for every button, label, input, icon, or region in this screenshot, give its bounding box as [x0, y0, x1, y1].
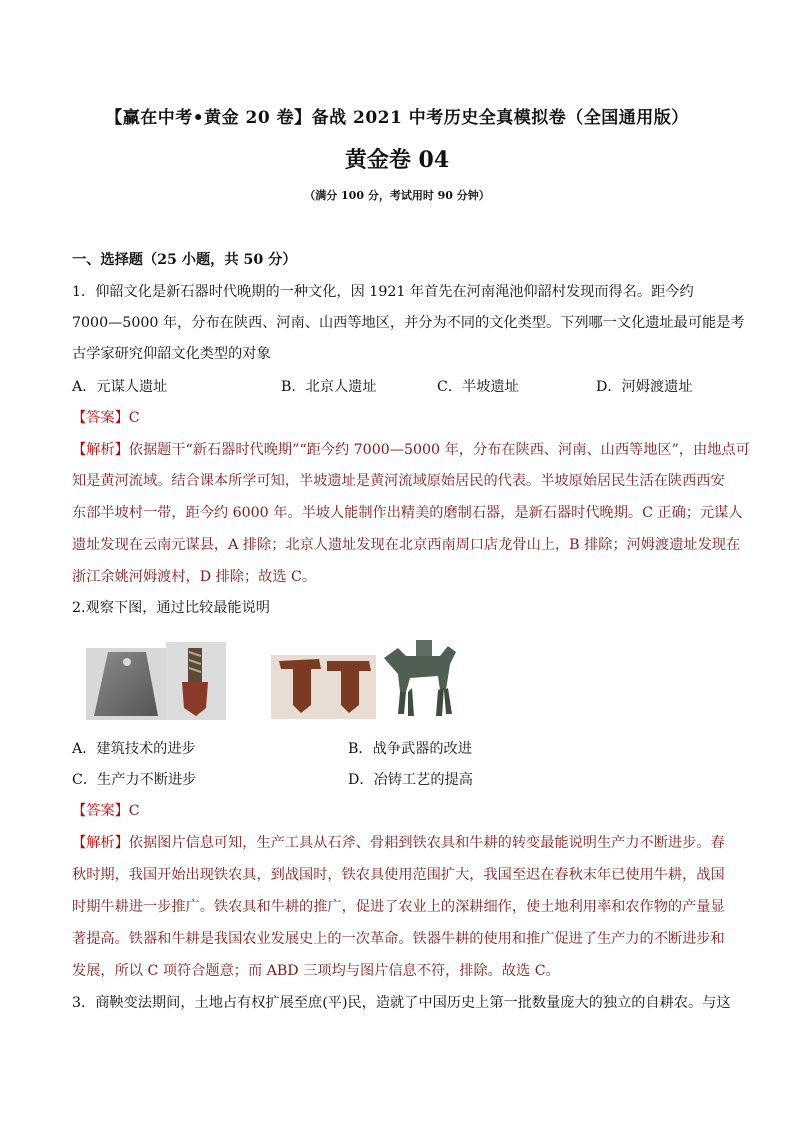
- exam-note: （满分 100 分，考试用时 90 分钟）: [304, 189, 490, 202]
- q1-line-3: 古学家研究仰韶文化类型的对象: [72, 346, 271, 362]
- q1-line-1: 1．仰韶文化是新石器时代晚期的一种文化，因 1921 年首先在河南渑池仰韶村发现而得名。距今约: [72, 284, 694, 300]
- exam-title: 【赢在中考•黄金 20 卷】备战 2021 中考历史全真模拟卷（全国通用版）: [105, 108, 689, 128]
- stone-axe-image: [86, 648, 166, 720]
- analysis-text: 依据题干“新石器时代晚期”“距今约 7000—5000 年，分布在陕西、河南、山西等地区”，由地点可: [128, 442, 750, 458]
- exam-subtitle: 黄金卷 04: [344, 147, 450, 173]
- q2-option-a: A．建筑技术的进步: [72, 741, 196, 757]
- q2-analysis-5: 发展，所以 C 项符合题意；而 ABD 三项均与图片信息不符，排除。故选 C。: [72, 963, 560, 979]
- bronze-ox-image: [376, 630, 462, 722]
- analysis-label: 【解析】: [72, 835, 129, 851]
- answer-label: 【答案】: [72, 410, 129, 426]
- analysis-label: 【解析】: [72, 442, 129, 458]
- q2-stem: 2.观察下图，通过比较最能说明: [72, 600, 270, 616]
- answer-value: C: [128, 803, 140, 819]
- q2-answer: [72, 801, 722, 821]
- q1-option-c: C．半坡遗址: [437, 379, 519, 395]
- analysis-text: 依据图片信息可知，生产工具从石斧、骨耜到铁农具和牛耕的转变最能说明生产力不断进步。春: [128, 835, 725, 851]
- q2-analysis-1: [72, 833, 725, 853]
- q1-option-b: B．北京人遗址: [281, 379, 377, 395]
- q1-line-2: 7000—5000 年，分布在陕西、河南、山西等地区，并分为不同的文化类型。下列哪一文化遗址最可能是考: [72, 315, 745, 331]
- q1-option-d: D．河姆渡遗址: [596, 379, 693, 395]
- answer-label: 【答案】: [72, 803, 129, 819]
- answer-value: C: [128, 410, 140, 426]
- q1-analysis-2: 知是黄河流域。结合课本所学可知，半坡遗址是黄河流域原始居民的代表。半坡原始居民生活在陕西西安: [72, 473, 725, 489]
- q2-option-d: D．冶铸工艺的提高: [348, 772, 473, 788]
- bone-spade-image: [166, 642, 226, 720]
- q1-option-a: A．元谋人遗址: [72, 379, 168, 395]
- section-heading: 一、选择题（25 小题，共 50 分）: [72, 252, 297, 268]
- q1-analysis-3: 东部半坡村一带，距今约 6000 年。半坡人能制作出精美的磨制石器，是新石器时代晚期。C 正确；元谋人: [72, 505, 743, 521]
- q2-option-c: C．生产力不断进步: [72, 772, 197, 788]
- q3-line-1: 3．商鞅变法期间，土地占有权扩展至庶(平)民，造就了中国历史上第一批数量庞大的独立的自耕农。与这: [72, 995, 731, 1011]
- q2-analysis-3: 时期牛耕进一步推广。铁农具和牛耕的推广，促进了农业上的深耕细作，使土地利用率和农作物的产量显: [72, 899, 725, 915]
- q2-option-b: B．战争武器的改进: [348, 741, 472, 757]
- q2-analysis-4: 著提高。铁器和牛耕是我国农业发展史上的一次革命。铁器牛耕的使用和推广促进了生产力的不断进步和: [72, 931, 725, 947]
- q1-analysis-1: [72, 440, 750, 460]
- q2-analysis-2: 秋时期，我国开始出现铁农具，到战国时，铁农具使用范围扩大，我国至迟在春秋末年已使用牛耕，战国: [72, 867, 725, 883]
- q1-answer: [72, 408, 722, 428]
- iron-plough-image: [271, 655, 377, 719]
- q1-analysis-5: 浙江余姚河姆渡村，D 排除；故选 C。: [72, 569, 317, 585]
- q1-analysis-4: 遗址发现在云南元谋县，A 排除；北京人遗址发现在北京西南周口店龙骨山上，B 排除；河姆渡遗址发现在: [72, 537, 741, 553]
